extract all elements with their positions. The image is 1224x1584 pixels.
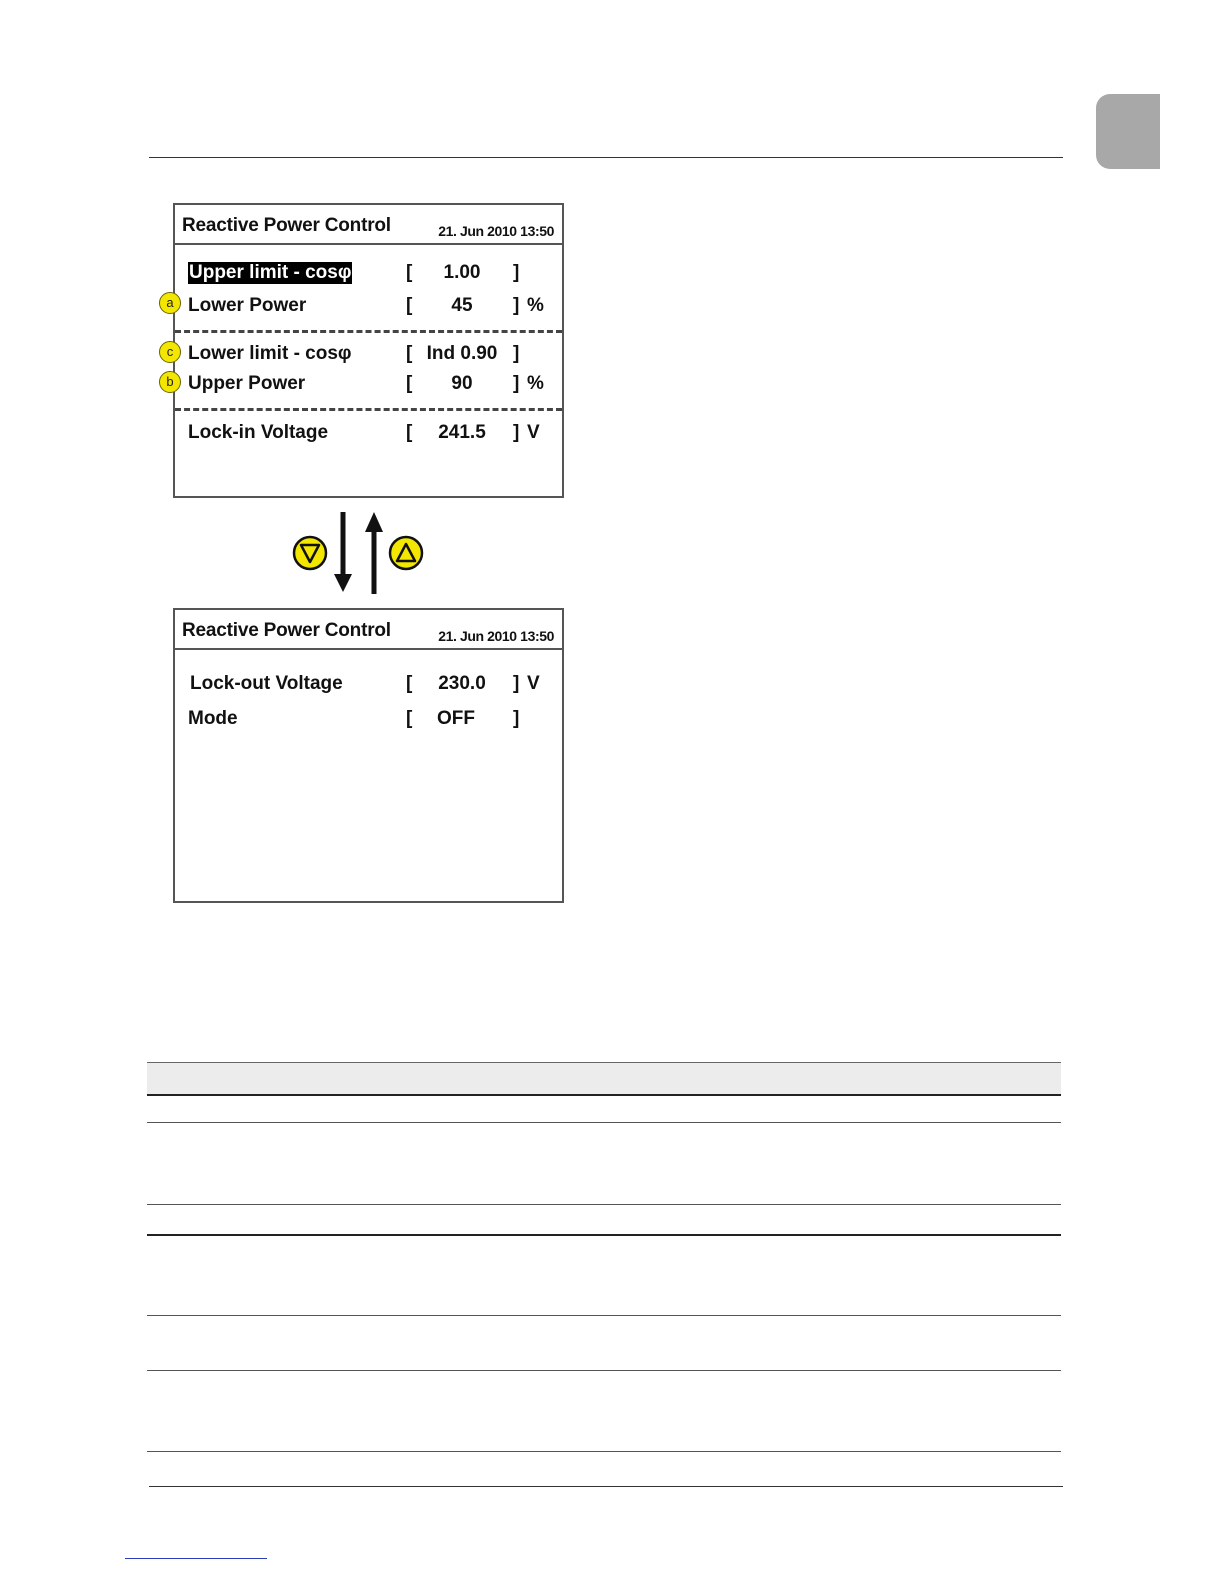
setting-row-mode[interactable] [175,708,562,734]
bracket-open: [ [406,373,413,394]
setting-value: 45 [451,295,473,316]
setting-row-lower-power[interactable] [175,295,562,321]
setting-value: 1.00 [443,262,481,283]
lcd-screen-1 [173,203,564,498]
navigation-arrows [288,508,433,598]
callout-b-badge: b [159,371,181,393]
bracket-open: [ [406,343,413,364]
bracket-close: ] [513,262,520,283]
screen-datetime: 21. Jun 2010 13:50 [438,223,554,239]
footer-link-underline [125,1558,267,1559]
lcd-header [175,205,562,245]
setting-value: 241.5 [438,422,486,443]
up-arrow-icon [365,512,383,594]
setting-row-upper-limit[interactable] [175,262,562,288]
table-header [147,1062,1061,1096]
lcd-header [175,610,562,650]
table-row-divider [147,1451,1061,1452]
screen-title: Reactive Power Control [182,620,391,641]
setting-unit: % [527,373,544,394]
setting-value: 90 [451,373,473,394]
bracket-open: [ [406,422,413,443]
bracket-open: [ [406,673,413,694]
bracket-open: [ [406,708,413,729]
setting-row-lower-limit[interactable] [175,343,562,369]
dashed-separator [175,330,562,333]
bracket-open: [ [406,262,413,283]
table-row-divider [147,1234,1061,1236]
callout-c-badge: c [159,341,181,363]
setting-label: Lock-out Voltage [190,673,343,694]
setting-label: Upper Power [188,373,306,394]
screen-datetime: 21. Jun 2010 13:50 [438,628,554,644]
down-arrow-icon [334,512,352,592]
chapter-tab [1096,94,1160,169]
setting-value: 230.0 [438,673,486,694]
table-row-divider [147,1315,1061,1316]
setting-row-lock-out-voltage[interactable] [175,673,562,699]
dashed-separator [175,408,562,411]
setting-label: Lock-in Voltage [188,422,329,443]
setting-unit: V [527,673,540,694]
bracket-close: ] [513,708,520,729]
footer-rule [149,1486,1063,1487]
bracket-close: ] [513,343,520,364]
callout-a-badge: a [159,292,181,314]
down-triangle-button-icon[interactable] [294,537,326,569]
setting-unit: % [527,295,544,316]
bracket-close: ] [513,373,520,394]
table-row-divider [147,1370,1061,1371]
screen-title: Reactive Power Control [182,215,391,236]
setting-value: OFF [437,708,475,729]
bracket-close: ] [513,673,520,694]
setting-label: Mode [188,708,238,729]
setting-label: Upper limit - cosφ [189,262,352,283]
bracket-close: ] [513,295,520,316]
up-triangle-button-icon[interactable] [390,537,422,569]
setting-unit: V [527,422,540,443]
bracket-close: ] [513,422,520,443]
header-rule [149,157,1063,158]
setting-label: Lower Power [188,295,307,316]
setting-value: Ind 0.90 [426,343,498,364]
table-row-divider [147,1122,1061,1123]
table-row-divider [147,1204,1061,1205]
setting-row-upper-power[interactable] [175,373,562,399]
setting-row-lock-in-voltage[interactable] [175,422,562,448]
setting-label: Lower limit - cosφ [188,343,352,364]
bracket-open: [ [406,295,413,316]
lcd-screen-2 [173,608,564,903]
